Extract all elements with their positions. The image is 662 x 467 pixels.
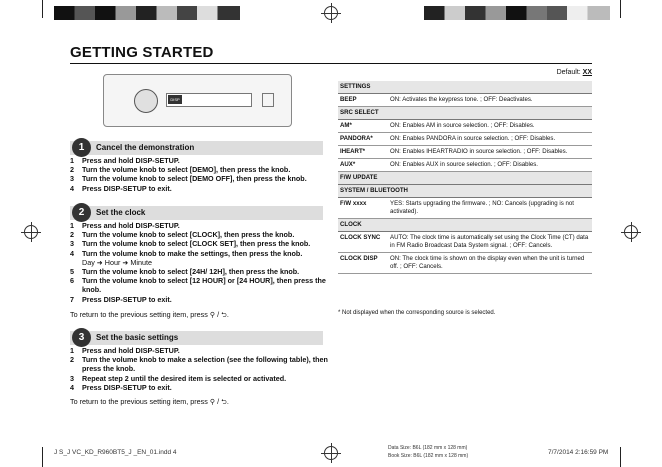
footer-date: 7/7/2014 2:16:59 PM <box>548 449 609 456</box>
step-item: Day ➜ Hour ➜ Minute <box>82 257 152 267</box>
step-item: 3 Turn the volume knob to select [DEMO OFF], then press the knob. <box>70 174 307 184</box>
section-title: Set the clock <box>96 208 146 217</box>
crop-mark <box>620 0 621 18</box>
eject-button <box>262 93 274 107</box>
title-rule <box>70 63 592 64</box>
steps-list-2 <box>70 221 332 304</box>
step-item: 6 Turn the volume knob to select [12 HOUR] or [24 HOUR], then press the knob. <box>70 276 326 295</box>
table-row: AUX* ON: Enables AUX in source selection. ; OFF: Disables. <box>338 159 592 172</box>
table-section-header: SETTINGS <box>338 81 592 94</box>
step-number-badge: 3 <box>72 328 91 347</box>
table-section-header: SRC SELECT <box>338 107 592 120</box>
section-header-2 <box>70 206 323 220</box>
registration-mark-icon <box>24 225 38 239</box>
table-row: CLOCK DISP ON: The clock time is shown on the display even when the unit is turned off. ; OFF: Cancels. <box>338 253 592 274</box>
section-title: Cancel the demonstration <box>96 143 195 152</box>
footer-data-size: Data Size: B6L (182 mm x 128 mm) <box>388 445 468 451</box>
step-item: 4 Press DISP-SETUP to exit. <box>70 183 172 193</box>
step-item: 5 Turn the volume knob to select [24H/ 12H], then press the knob. <box>70 267 300 277</box>
section-header-3 <box>70 331 323 345</box>
step-item: 3 Repeat step 2 until the desired item is selected or activated. <box>70 373 287 383</box>
table-section-header: CLOCK <box>338 219 592 232</box>
step-item: 2 Turn the volume knob to select [CLOCK], then press the knob. <box>70 230 295 240</box>
table-row: F/W xxxx YES: Starts upgrading the firmware. ; NO: Cancels (upgrading is not activated). <box>338 198 592 219</box>
default-legend: Default: XX <box>556 69 592 76</box>
table-row: AM* ON: Enables AM in source selection. ; OFF: Disables. <box>338 120 592 133</box>
table-row: BEEP ON: Activates the keypress tone. ; OFF: Deactivates. <box>338 94 592 107</box>
footer-file: J S_J VC_KD_R960BT5_J _EN_01.indd 4 <box>54 449 177 456</box>
disp-button: DISP <box>168 95 182 104</box>
section-title: Set the basic settings <box>96 333 179 342</box>
footer-book-size: Book Size: B6L (182 mm x 128 mm) <box>388 453 469 459</box>
step-item: 1 Press and hold DISP-SETUP. <box>70 346 180 355</box>
crop-mark <box>42 0 43 18</box>
crop-mark <box>620 447 621 467</box>
step-item: 2 Turn the volume knob to make a selection (see the following table), then press the knob. <box>70 355 328 374</box>
table-section-header: SYSTEM / BLUETOOTH <box>338 185 592 198</box>
steps-list-3 <box>70 346 332 392</box>
section-header-1 <box>70 141 323 155</box>
volume-knob <box>134 89 158 113</box>
step-item: 1 Press and hold DISP-SETUP. <box>70 156 180 165</box>
table-section-header: F/W UPDATE <box>338 172 592 185</box>
registration-mark-icon <box>624 225 638 239</box>
footnote: * Not displayed when the corresponding source is selected. <box>338 310 496 316</box>
steps-list-1 <box>70 156 332 193</box>
step-item: 4 Turn the volume knob to make the settings, then press the knob. <box>70 248 303 258</box>
page-title: GETTING STARTED <box>70 44 214 61</box>
registration-mark-icon <box>324 446 338 460</box>
color-bar-left <box>54 6 240 20</box>
step-item: 4 Press DISP-SETUP to exit. <box>70 382 172 392</box>
step-number-badge: 1 <box>72 138 91 157</box>
settings-table <box>338 81 592 274</box>
registration-mark-icon <box>324 6 338 20</box>
table-row: CLOCK SYNC AUTO: The clock time is automatically set using the Clock Time (CT) data in FM Radio Broadcast Data System signal. ; OFF: Cancels. <box>338 232 592 253</box>
return-note: To return to the previous setting item, press ⚲ / ⮌. <box>70 310 229 319</box>
table-row: IHEART* ON: Enables IHEARTRADIO in source selection. ; OFF: Disables. <box>338 146 592 159</box>
crop-mark <box>42 447 43 467</box>
step-item: 2 Turn the volume knob to select [DEMO], then press the knob. <box>70 165 291 175</box>
step-item: 7 Press DISP-SETUP to exit. <box>70 294 172 304</box>
step-item: 3 Turn the volume knob to select [CLOCK SET], then press the knob. <box>70 239 311 249</box>
step-item: 1 Press and hold DISP-SETUP. <box>70 221 180 230</box>
return-note: To return to the previous setting item, press ⚲ / ⮌. <box>70 397 229 406</box>
table-row: PANDORA* ON: Enables PANDORA in source selection. ; OFF: Disables. <box>338 133 592 146</box>
color-bar-right <box>424 6 610 20</box>
device-illustration <box>103 74 292 127</box>
step-number-badge: 2 <box>72 203 91 222</box>
